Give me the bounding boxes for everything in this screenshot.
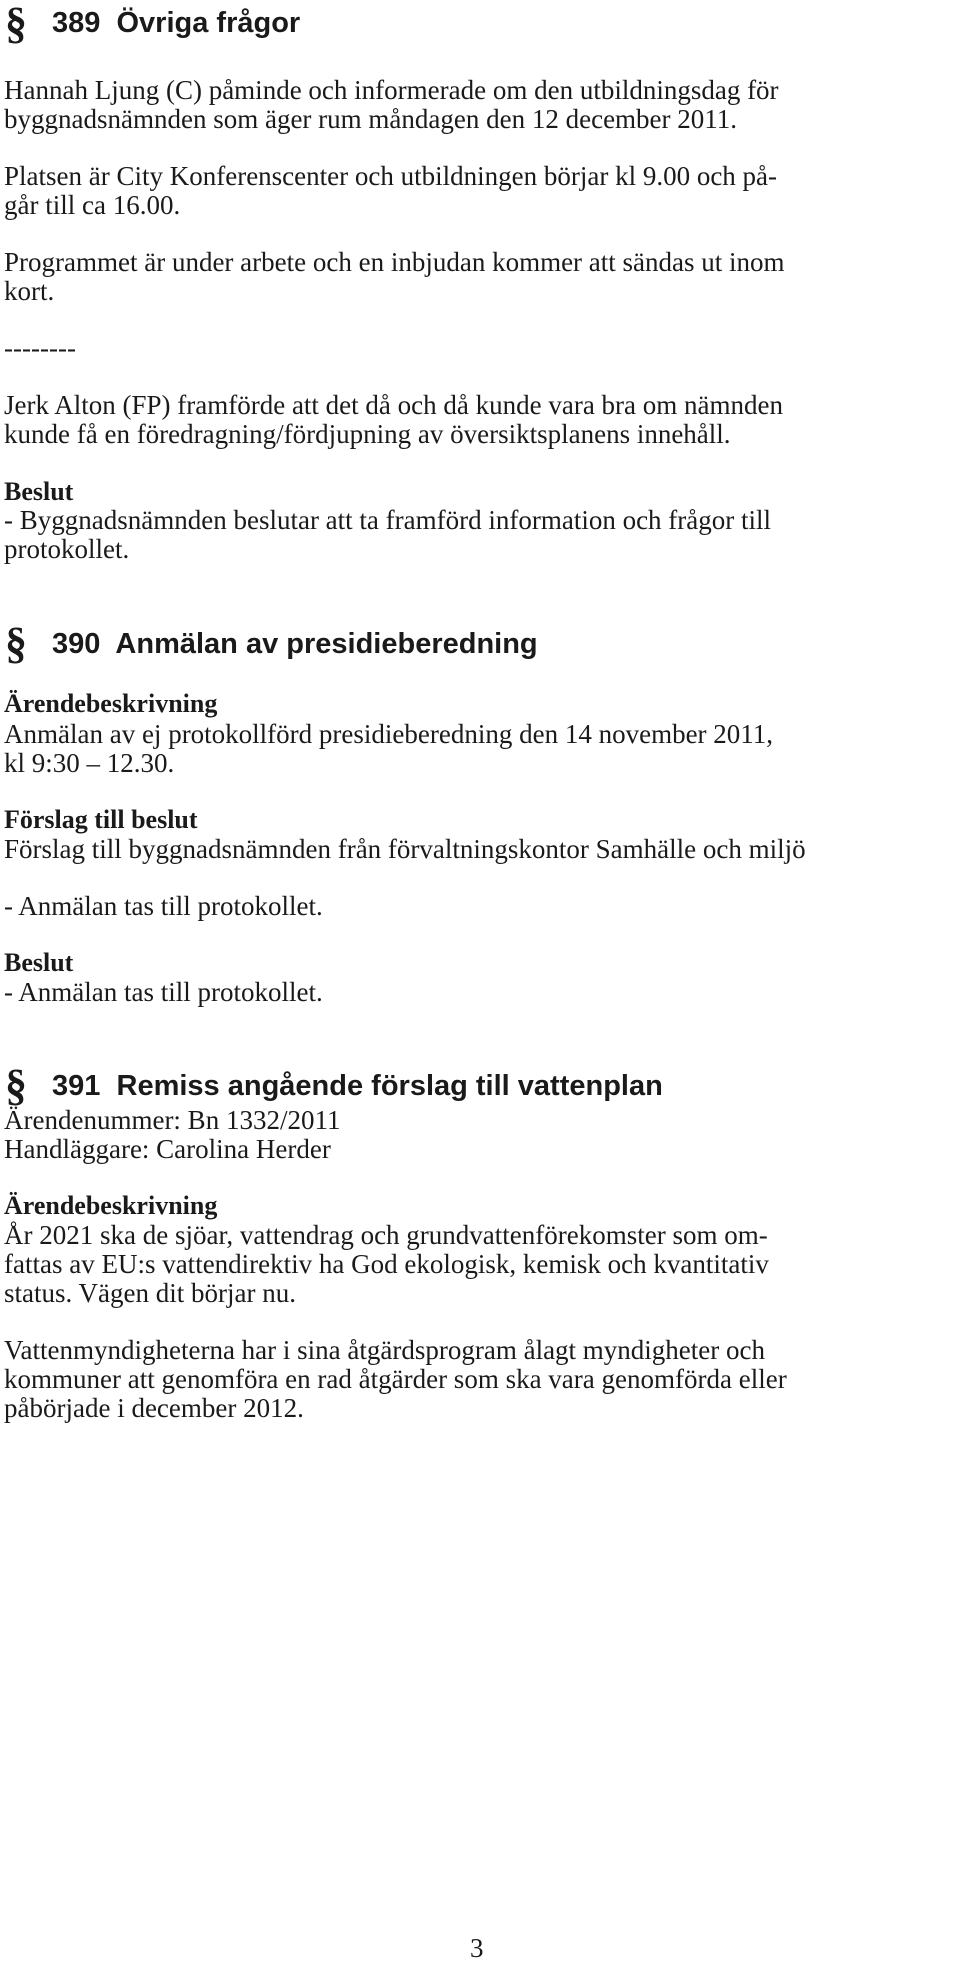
forslag-heading: Förslag till beslut xyxy=(4,805,198,834)
paragraph-line: går till ca 16.00. xyxy=(4,190,181,220)
paragraph-line: kl 9:30 – 12.30. xyxy=(4,748,175,778)
paragraph-line: Platsen är City Konferenscenter och utbildningen börjar kl 9.00 och på- xyxy=(4,161,778,191)
paragraph-line: fattas av EU:s vattendirektiv ha God ekologisk, kemisk och kvantitativ xyxy=(4,1249,769,1279)
paragraph-line: kommuner att genomföra en rad åtgärder som ska vara genomförda eller xyxy=(4,1364,787,1394)
paragraph-line: Jerk Alton (FP) framförde att det då och då kunde vara bra om nämnden xyxy=(4,390,784,420)
paragraph-line: kort. xyxy=(4,276,55,306)
list-item: - Anmälan tas till protokollet. xyxy=(4,977,323,1007)
paragraph-line: kunde få en föredragning/fördjupning av översiktsplanens innehåll. xyxy=(4,419,731,449)
paragraph-line: status. Vägen dit börjar nu. xyxy=(4,1278,296,1308)
section-symbol: § xyxy=(5,0,27,48)
paragraph-line: Programmet är under arbete och en inbjudan kommer att sändas ut inom xyxy=(4,247,785,277)
beslut-heading: Beslut xyxy=(4,477,74,506)
section-symbol: § xyxy=(5,1061,27,1110)
paragraph-line: byggnadsnämnden som äger rum måndagen den 12 december 2011. xyxy=(4,104,738,134)
beslut-heading: Beslut xyxy=(4,948,74,977)
page-number: 3 xyxy=(470,1933,484,1963)
beslut-line: protokollet. xyxy=(4,534,130,564)
paragraph-line: Hannah Ljung (C) påminde och informerade om den utbildningsdag för xyxy=(4,75,779,105)
arendenummer: Ärendenummer: Bn 1332/2011 xyxy=(4,1105,341,1135)
separator-dashes: -------- xyxy=(4,333,76,363)
section-title: 389 Övriga frågor xyxy=(52,7,301,39)
section-title: 390 Anmälan av presidieberedning xyxy=(52,628,538,660)
paragraph-line: Förslag till byggnadsnämnden från förvaltningskontor Samhälle och miljö xyxy=(4,834,806,864)
handlaggare: Handläggare: Carolina Herder xyxy=(4,1134,331,1164)
arendebeskrivning-heading: Ärendebeskrivning xyxy=(4,689,218,718)
list-item: - Anmälan tas till protokollet. xyxy=(4,891,323,921)
section-title: 391 Remiss angående förslag till vattenplan xyxy=(52,1070,663,1102)
paragraph-line: påbörjade i december 2012. xyxy=(4,1393,304,1423)
beslut-line: - Byggnadsnämnden beslutar att ta framförd information och frågor till xyxy=(4,505,772,535)
paragraph-line: Vattenmyndigheterna har i sina åtgärdsprogram ålagt myndigheter och xyxy=(4,1335,765,1365)
arendebeskrivning-heading: Ärendebeskrivning xyxy=(4,1191,218,1220)
section-symbol: § xyxy=(5,619,27,668)
paragraph-line: Anmälan av ej protokollförd presidieberedning den 14 november 2011, xyxy=(4,719,774,749)
paragraph-line: År 2021 ska de sjöar, vattendrag och grundvattenförekomster som om- xyxy=(4,1220,768,1250)
